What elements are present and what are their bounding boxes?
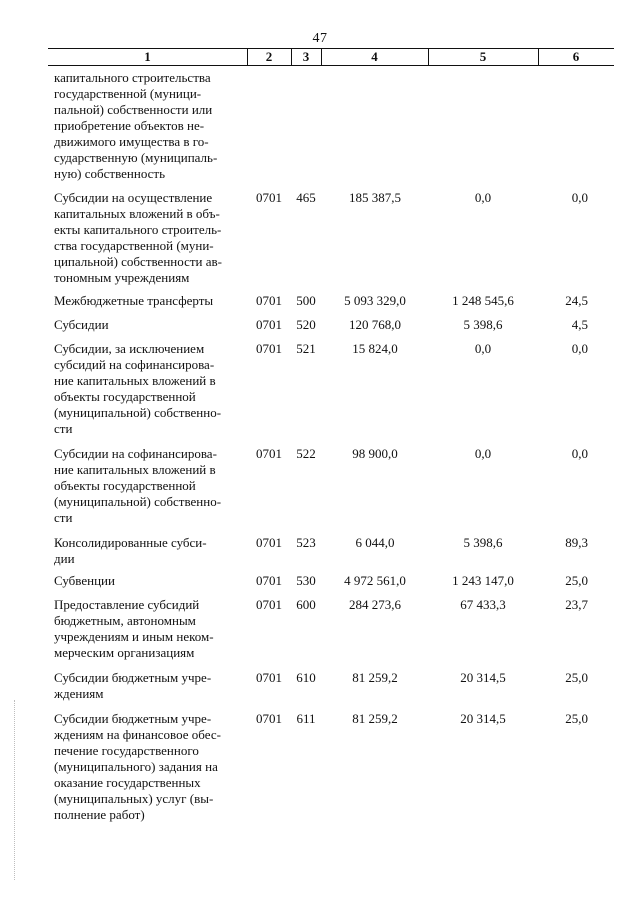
executed-amount: 0,0 [474, 341, 492, 356]
description-line: (муниципальных) услуг (вы- [54, 791, 214, 806]
description-line: Межбюджетные трансферты [54, 293, 214, 308]
expense-type-code: 500 [296, 293, 316, 308]
description-line: ждениям на финансовое обес- [54, 727, 221, 742]
page-number: 47 [312, 31, 328, 46]
section-code: 0701 [256, 670, 282, 685]
description-line: сти [54, 510, 73, 525]
row-description [54, 711, 241, 823]
description-line: Субсидии бюджетным учре- [54, 711, 212, 726]
row-description [54, 597, 241, 661]
description-line: мерческим организациям [54, 645, 195, 660]
executed-amount: 20 314,5 [460, 711, 506, 726]
description-line: учреждениям и иным неком- [54, 629, 214, 644]
description-line: пальной) собственности или [54, 102, 213, 117]
execution-percent: 89,3 [565, 535, 588, 550]
description-line: государственной (муници- [54, 86, 202, 101]
section-code: 0701 [256, 573, 282, 588]
executed-amount: 0,0 [474, 190, 492, 205]
description-line: (муниципальной) собственно- [54, 494, 222, 509]
approved-amount: 98 900,0 [352, 446, 398, 461]
header-cell-5: 5 [479, 49, 487, 64]
row-description [54, 70, 241, 182]
description-line: оказание государственных [54, 775, 201, 790]
row-description [54, 317, 241, 333]
section-code: 0701 [256, 711, 282, 726]
expense-type-code: 530 [296, 573, 316, 588]
approved-amount: 120 768,0 [349, 317, 401, 332]
executed-amount: 1 243 147,0 [452, 573, 514, 588]
description-line: ства государственной (муни- [54, 238, 214, 253]
execution-percent: 0,0 [571, 341, 588, 356]
section-code: 0701 [256, 446, 282, 461]
description-line: полнение работ) [54, 807, 145, 822]
row-description [54, 446, 241, 526]
approved-amount: 4 972 561,0 [344, 573, 406, 588]
approved-amount: 185 387,5 [349, 190, 401, 205]
expense-type-code: 523 [296, 535, 316, 550]
description-line: объекты государственной [54, 389, 196, 404]
approved-amount: 81 259,2 [352, 670, 398, 685]
description-line: тономным учреждениям [54, 270, 190, 285]
description-line: ципальной) собственности ав- [54, 254, 222, 269]
row-description [54, 341, 241, 437]
description-line: сударственную (муниципаль- [54, 150, 218, 165]
expense-type-code: 610 [296, 670, 316, 685]
execution-percent: 0,0 [571, 446, 588, 461]
description-line: Субсидии бюджетным учре- [54, 670, 212, 685]
description-line: ную) собственность [54, 166, 166, 181]
approved-amount: 284 273,6 [349, 597, 401, 612]
description-line: (муниципального) задания на [54, 759, 218, 774]
execution-percent: 25,0 [565, 573, 588, 588]
description-line: движимого имущества в го- [54, 134, 209, 149]
row-description [54, 293, 241, 309]
description-line: Субсидии на осуществление [54, 190, 213, 205]
description-line: (муниципальной) собственно- [54, 405, 222, 420]
execution-percent: 25,0 [565, 670, 588, 685]
description-line: печение государственного [54, 743, 199, 758]
description-line: приобретение объектов не- [54, 118, 205, 133]
execution-percent: 4,5 [571, 317, 588, 332]
description-line: Субсидии [54, 317, 109, 332]
description-line: объекты государственной [54, 478, 196, 493]
section-code: 0701 [256, 535, 282, 550]
row-description [54, 535, 241, 567]
section-code: 0701 [256, 597, 282, 612]
row-description [54, 190, 241, 286]
table-header-row [48, 49, 614, 65]
executed-amount: 5 398,6 [463, 535, 503, 550]
header-cell-4: 4 [371, 49, 378, 64]
executed-amount: 0,0 [474, 446, 492, 461]
section-code: 0701 [256, 317, 282, 332]
scan-margin-line [14, 700, 15, 880]
expense-type-code: 520 [296, 317, 316, 332]
header-cell-2: 2 [265, 49, 273, 64]
expense-type-code: 522 [296, 446, 316, 461]
execution-percent: 0,0 [571, 190, 588, 205]
description-line: дии [54, 551, 75, 566]
description-line: бюджетным, автономным [54, 613, 196, 628]
description-line: Консолидированные субси- [54, 535, 207, 550]
header-cell-6: 6 [572, 49, 580, 64]
description-line: екты капитального строитель- [54, 222, 222, 237]
row-description [54, 573, 241, 589]
expense-type-code: 465 [296, 190, 316, 205]
approved-amount: 15 824,0 [352, 341, 398, 356]
executed-amount: 1 248 545,6 [452, 293, 514, 308]
section-code: 0701 [256, 341, 282, 356]
row-description [54, 670, 241, 702]
execution-percent: 25,0 [565, 711, 588, 726]
approved-amount: 81 259,2 [352, 711, 398, 726]
expense-type-code: 611 [296, 711, 316, 726]
header-cell-3: 3 [302, 49, 310, 64]
executed-amount: 67 433,3 [460, 597, 506, 612]
execution-percent: 23,7 [565, 597, 588, 612]
header-cell-1: 1 [144, 49, 151, 64]
section-code: 0701 [256, 293, 282, 308]
description-line: субсидий на софинансирова- [54, 357, 215, 372]
table-header-bottom-rule [48, 65, 614, 66]
section-code: 0701 [256, 190, 282, 205]
approved-amount: 5 093 329,0 [344, 293, 406, 308]
description-line: капитальных вложений в объ- [54, 206, 220, 221]
expense-type-code: 600 [296, 597, 316, 612]
description-line: ждениям [54, 686, 104, 701]
description-line: капитального строительства [54, 70, 211, 85]
executed-amount: 5 398,6 [463, 317, 503, 332]
description-line: сти [54, 421, 73, 436]
description-line: Предоставление субсидий [54, 597, 200, 612]
description-line: ние капитальных вложений в [54, 373, 216, 388]
execution-percent: 24,5 [565, 293, 588, 308]
description-line: Субсидии на софинансирова- [54, 446, 217, 461]
executed-amount: 20 314,5 [460, 670, 506, 685]
approved-amount: 6 044,0 [355, 535, 395, 550]
expense-type-code: 521 [296, 341, 316, 356]
description-line: Субвенции [54, 573, 115, 588]
description-line: ние капитальных вложений в [54, 462, 216, 477]
description-line: Субсидии, за исключением [54, 341, 205, 356]
